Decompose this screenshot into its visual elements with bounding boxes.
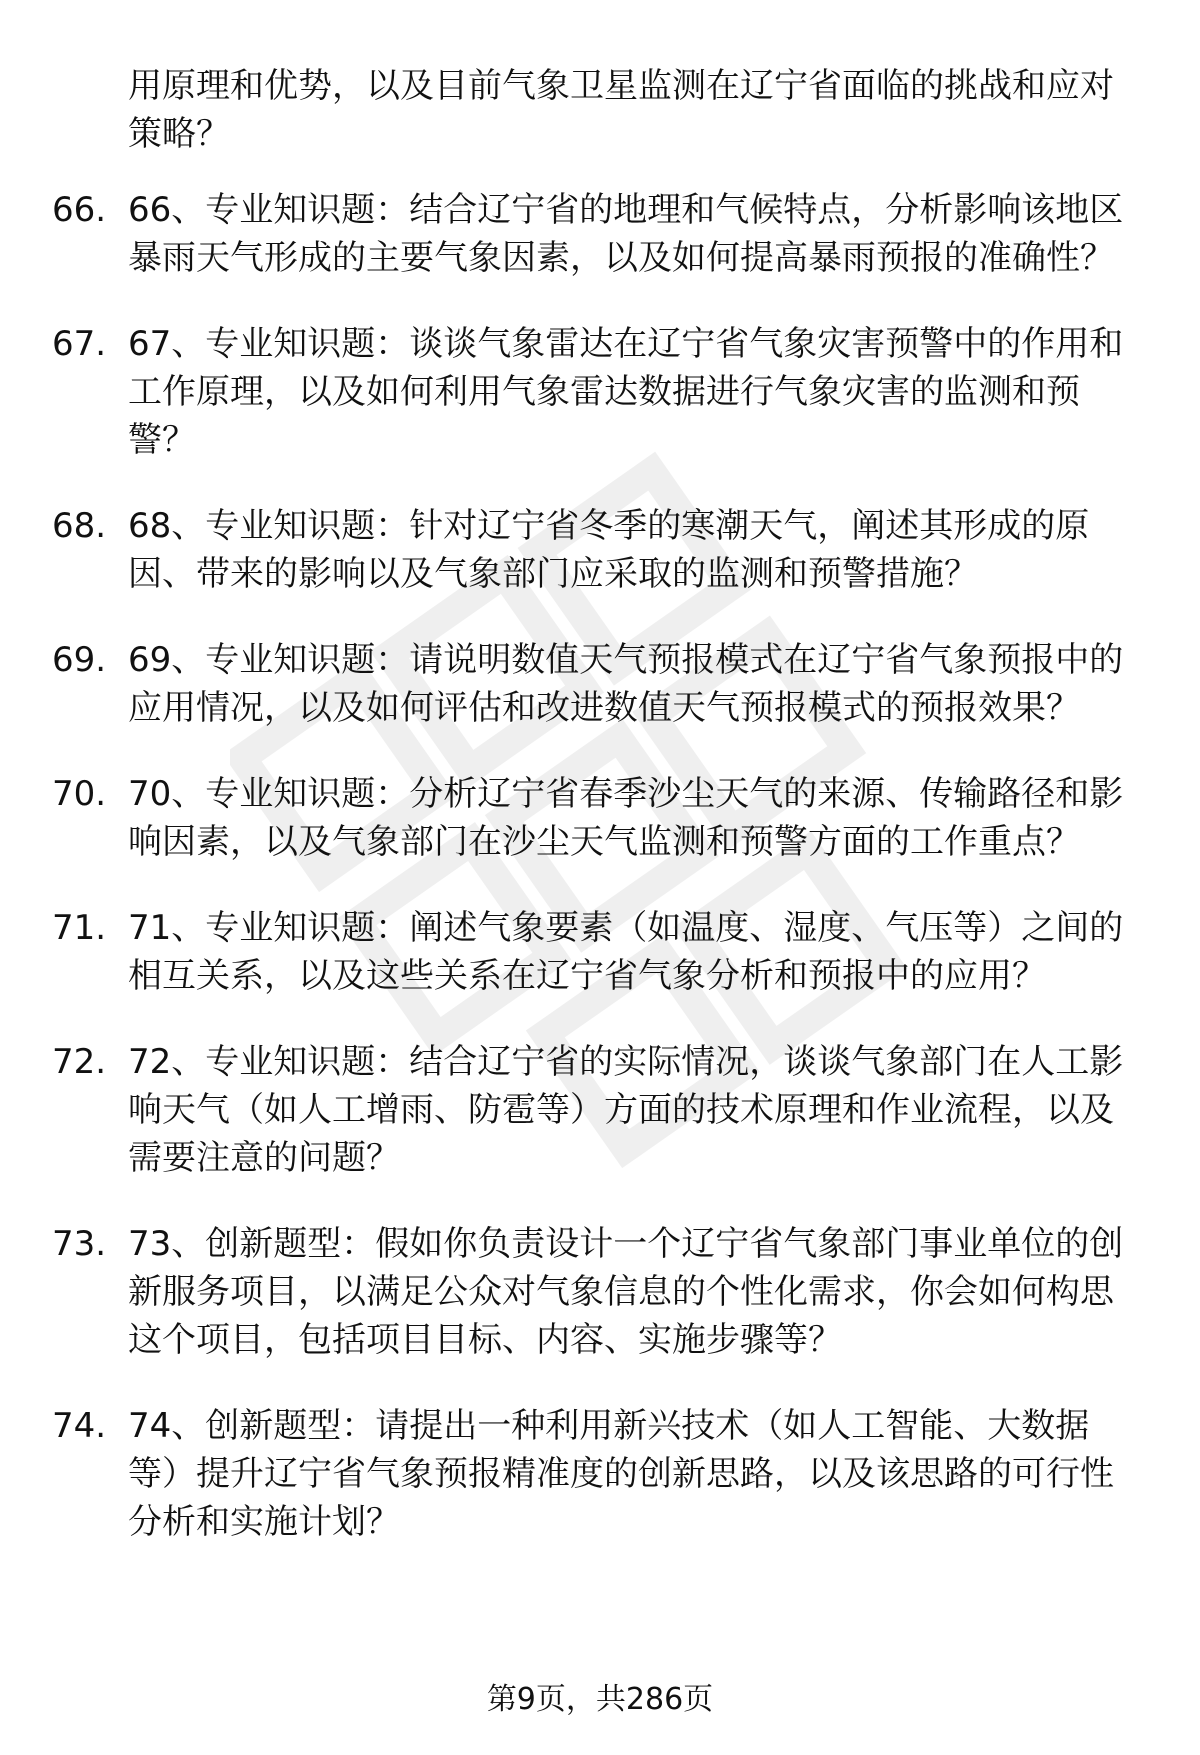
question-text: 73、创新题型：假如你负责设计一个辽宁省气象部门事业单位的创新服务项目，以满足公众对气象信息的个性化需求，你会如何构思这个项目，包括项目目标、内容、实施步骤等？	[128, 1224, 1124, 1360]
question-item-73	[0, 1220, 1138, 1364]
question-item-74	[0, 1402, 1138, 1546]
question-text: 67、专业知识题：谈谈气象雷达在辽宁省气象灾害预警中的作用和工作原理，以及如何利用气象雷达数据进行气象灾害的监测和预警？	[128, 324, 1124, 460]
question-number: 68.	[52, 506, 107, 546]
question-number: 69.	[52, 640, 107, 680]
question-text: 70、专业知识题：分析辽宁省春季沙尘天气的来源、传输路径和影响因素，以及气象部门在沙尘天气监测和预警方面的工作重点？	[128, 774, 1124, 862]
page-footer: 第9页，共286页	[486, 1682, 714, 1717]
question-item-67	[0, 320, 1138, 464]
question-number: 71.	[52, 908, 107, 948]
question-number: 70.	[52, 774, 107, 814]
question-number: 73.	[52, 1224, 107, 1264]
question-number: 72.	[52, 1042, 107, 1082]
question-item-69	[0, 636, 1138, 732]
question-text: 74、创新题型：请提出一种利用新兴技术（如人工智能、大数据等）提升辽宁省气象预报精准度的创新思路，以及该思路的可行性分析和实施计划？	[128, 1406, 1114, 1542]
question-item-68	[0, 502, 1138, 598]
question-item-71	[0, 904, 1138, 1000]
question-text: 69、专业知识题：请说明数值天气预报模式在辽宁省气象预报中的应用情况，以及如何评估和改进数值天气预报模式的预报效果？	[128, 640, 1124, 728]
question-list	[0, 186, 1200, 1584]
question-text: 66、专业知识题：结合辽宁省的地理和气候特点，分析影响该地区暴雨天气形成的主要气象因素，以及如何提高暴雨预报的准确性？	[128, 190, 1124, 278]
question-number: 74.	[52, 1406, 107, 1446]
continuation-paragraph: 用原理和优势，以及目前气象卫星监测在辽宁省面临的挑战和应对策略？	[128, 66, 1114, 154]
question-item-72	[0, 1038, 1138, 1182]
question-number: 66.	[52, 190, 107, 230]
question-text: 68、专业知识题：针对辽宁省冬季的寒潮天气，阐述其形成的原因、带来的影响以及气象部门应采取的监测和预警措施？	[128, 506, 1090, 594]
question-text: 72、专业知识题：结合辽宁省的实际情况，谈谈气象部门在人工影响天气（如人工增雨、防雹等）方面的技术原理和作业流程，以及需要注意的问题？	[128, 1042, 1124, 1178]
question-number: 67.	[52, 324, 107, 364]
question-item-70	[0, 770, 1138, 866]
question-text: 71、专业知识题：阐述气象要素（如温度、湿度、气压等）之间的相互关系，以及这些关系在辽宁省气象分析和预报中的应用？	[128, 908, 1124, 996]
question-item-66	[0, 186, 1138, 282]
